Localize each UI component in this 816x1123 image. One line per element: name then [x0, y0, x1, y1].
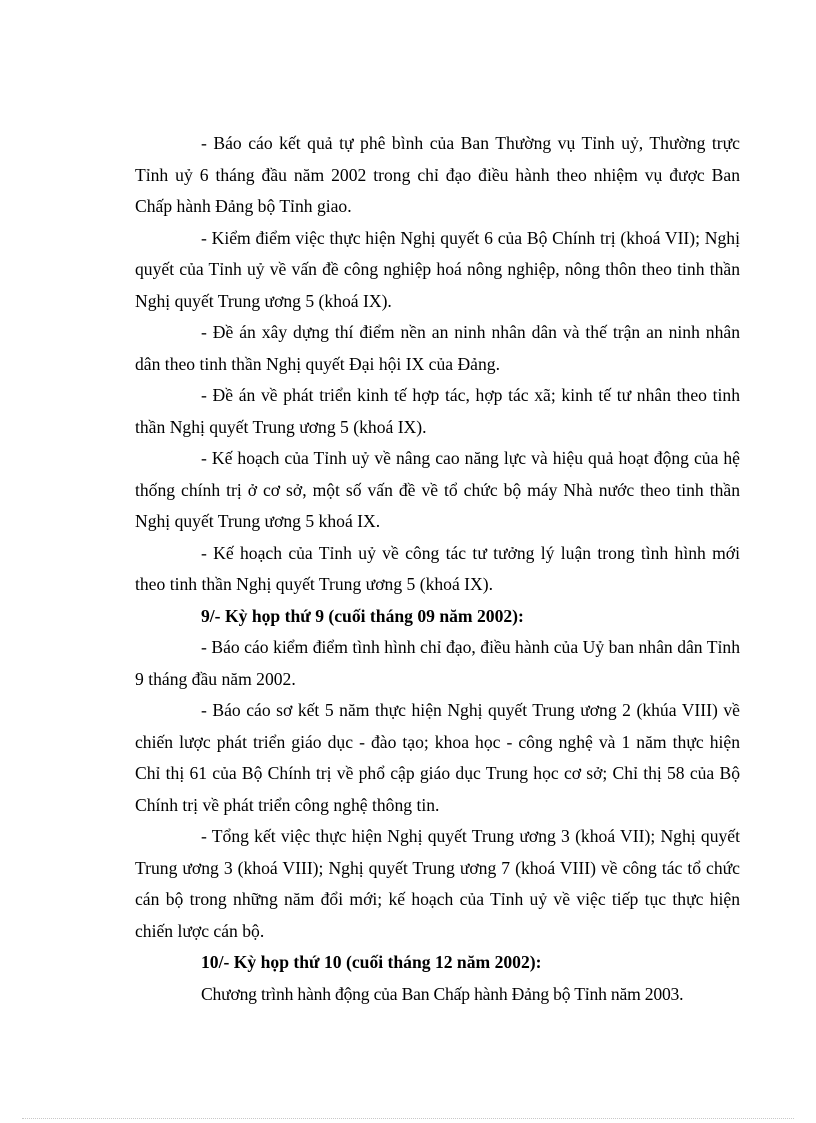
paragraph-political-system-plan: - Kế hoạch của Tỉnh uỷ về nâng cao năng lực và hiệu quả hoạt động của hệ thống chính trị ở cơ sở, một số vấn đề về tổ chức bộ máy Nhà nước theo tinh thần Nghị quyết Trung ương 5 khoá IX.	[135, 448, 740, 531]
paragraph-cadre-strategy-summary: - Tổng kết việc thực hiện Nghị quyết Trung ương 3 (khoá VII); Nghị quyết Trung ương 3 (khoá VIII); Nghị quyết Trung ương 7 (khoá VIII) về công tác tổ chức cán bộ trong những năm đổi mới; kế hoạch của Tỉnh uỷ về việc tiếp tục thực hiện chiến lược cán bộ.	[135, 826, 740, 941]
paragraph-security-project: - Đề án xây dựng thí điểm nền an ninh nhân dân và thế trận an ninh nhân dân theo tinh thần Nghị quyết Đại hội IX của Đảng.	[135, 322, 740, 374]
paragraph-education-strategy-review: - Báo cáo sơ kết 5 năm thực hiện Nghị quyết Trung ương 2 (khúa VIII) về chiến lược phát triển giáo dục - đào tạo; khoa học - công nghệ và 1 năm thực hiện Chỉ thị 61 của Bộ Chính trị về phổ cập giáo dục Trung học cơ sở; Chỉ thị 58 của Bộ Chính trị về phát triển công nghệ thông tin.	[135, 700, 740, 815]
paragraph-self-criticism-report: - Báo cáo kết quả tự phê bình của Ban Thường vụ Tỉnh uỷ, Thường trực Tỉnh uỷ 6 tháng đầu năm 2002 trong chỉ đạo điều hành theo nhiệm vụ được Ban Chấp hành Đảng bộ Tỉnh giao.	[135, 133, 740, 216]
paragraph-ideology-plan: - Kế hoạch của Tỉnh uỷ về công tác tư tưởng lý luận trong tình hình mới theo tinh thần Nghị quyết Trung ương 5 (khoá IX).	[135, 542, 740, 594]
heading-session-9-title: Kỳ họp thứ 9 (cuối tháng 09 năm 2002):	[224, 605, 524, 626]
paragraph-action-program-2003: Chương trình hành động của Ban Chấp hành Đảng bộ Tỉnh năm 2003.	[201, 983, 684, 1004]
page-bottom-divider	[22, 1118, 794, 1119]
paragraph-cooperative-economy: - Đề án về phát triển kinh tế hợp tác, hợp tác xã; kinh tế tư nhân theo tinh thần Nghị quyết Trung ương 5 (khoá IX).	[135, 385, 740, 437]
heading-session-9-number: 9/-	[201, 605, 221, 626]
paragraph-resolution-6-review: - Kiểm điểm việc thực hiện Nghị quyết 6 của Bộ Chính trị (khoá VII); Nghị quyết của Tỉnh uỷ về vấn đề công nghiệp hoá nông nghiệp, nông thôn theo tinh thần Nghị quyết Trung ương 5 (khoá IX).	[135, 227, 740, 311]
heading-session-9	[135, 601, 740, 633]
heading-session-10	[135, 947, 740, 979]
document-body	[135, 128, 740, 1010]
heading-session-10-number: 10/-	[201, 952, 230, 972]
heading-session-10-title: Kỳ họp thứ 10 (cuối tháng 12 năm 2002):	[233, 952, 542, 972]
paragraph-people-committee-report: - Báo cáo kiểm điểm tình hình chỉ đạo, điều hành của Uỷ ban nhân dân Tỉnh 9 tháng đầu năm 2002.	[135, 637, 740, 689]
